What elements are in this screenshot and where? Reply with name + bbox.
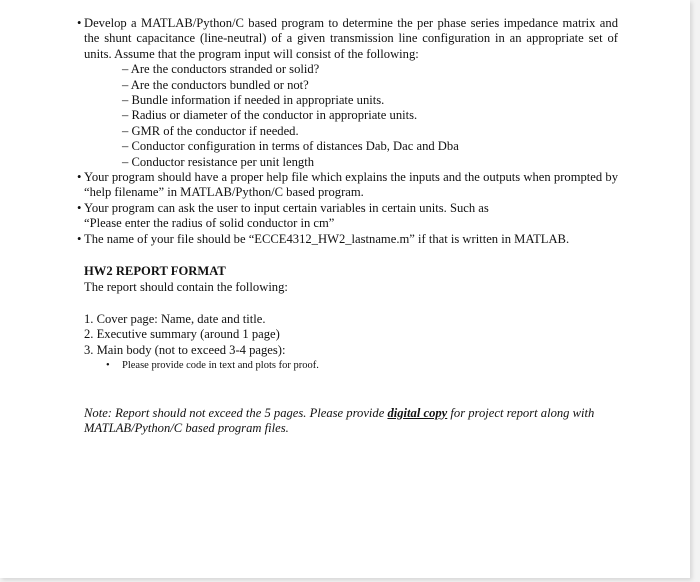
report-item: 3. Main body (not to exceed 3-4 pages): (84, 342, 286, 357)
list-item: – Are the conductors stranded or solid? (122, 62, 320, 77)
digital-copy-link[interactable]: digital copy (387, 405, 448, 420)
report-heading: HW2 REPORT FORMAT (84, 264, 226, 279)
note-paragraph: Note: Report should not exceed the 5 pages. Please provide digital copy for project report along with MATLAB/Python/C based program files. (84, 405, 595, 435)
list-item: – Conductor configuration in terms of distances Dab, Dac and Dba (122, 139, 459, 154)
report-sub-bullet: • Please provide code in text and plots for proof. (106, 358, 618, 373)
input-list (122, 62, 618, 170)
file-name-requirement: • The name of your file should be “ECCE4312_HW2_lastname.m” if that is written in MATLAB. (77, 231, 570, 246)
bullet-icon: • (77, 231, 82, 246)
help-file-requirement: • Your program should have a proper help file which explains the inputs and the outputs when prompted by “help filename” in MATLAB/Python/C based program. (77, 170, 618, 200)
bullet-icon: • (77, 200, 82, 215)
units-example: “Please enter the radius of solid conductor in cm” (84, 216, 335, 231)
bullet-icon: • (106, 360, 110, 372)
list-item: – Are the conductors bundled or not? (122, 77, 309, 92)
list-item: – Bundle information if needed in appropriate units. (122, 93, 385, 108)
report-item: 2. Executive summary (around 1 page) (84, 327, 280, 342)
report-intro: The report should contain the following: (84, 279, 288, 294)
report-item: 1. Cover page: Name, date and title. (84, 311, 266, 326)
bullet-icon: • (77, 170, 82, 185)
bullet-icon: • (77, 16, 82, 30)
document-content (77, 16, 618, 436)
requirement-intro: • Develop a MATLAB/Python/C based program to determine the per phase series impedance matrix and the shunt capacitance (line-neutral) of a given transmission line configuration in an appropriate set of units. Assume that the program input will consist of the following: (77, 16, 618, 61)
list-item: – Radius or diameter of the conductor in appropriate units. (122, 108, 418, 123)
list-item: – Conductor resistance per unit length (122, 154, 315, 169)
units-requirement: • Your program can ask the user to input certain variables in certain units. Such as (77, 200, 489, 215)
list-item: – GMR of the conductor if needed. (122, 123, 299, 138)
